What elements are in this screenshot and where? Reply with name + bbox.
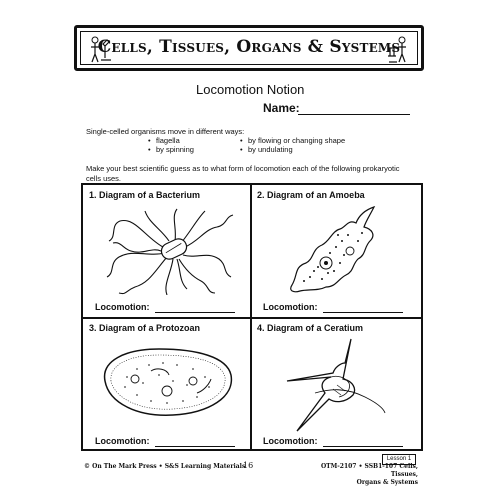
ceratium-title: 4. Diagram of a Ceratium [257,323,364,333]
protozoan-locomotion-label: Locomotion: [95,436,150,446]
footer-publisher: © On The Mark Press • S&S Learning Materials [84,463,246,470]
bacterium-illustration [105,207,235,295]
grid-divider-horizontal [83,317,421,319]
ceratium-locomotion-answer-line[interactable] [323,446,403,447]
page-number: 16 [243,461,254,470]
bacterium-title: 1. Diagram of a Bacterium [89,190,201,200]
name-entry-line[interactable] [298,114,410,115]
bullet-text: by flowing or changing shape [248,136,346,145]
amoeba-locomotion-label: Locomotion: [263,302,318,312]
bullet-text: by undulating [248,145,293,154]
bullet-dot: • [240,136,243,145]
lesson-badge: Lesson 1 [382,454,416,465]
footer-product-line-2: Organs & Systems [356,479,418,486]
bullet-item [148,136,194,145]
amoeba-title: 2. Diagram of an Amoeba [257,190,365,200]
bullet-list-left [148,136,194,154]
title-banner [74,25,424,71]
ceratium-locomotion-label: Locomotion: [263,436,318,446]
protozoan-locomotion-answer-line[interactable] [155,446,235,447]
bullet-text: by spinning [156,145,194,154]
footer-product-line-1: OTM-2107 • SSB1-107 Cells, Tissues, [320,463,418,478]
footer-product-code [316,463,418,487]
protozoan-illustration [97,341,237,421]
bullet-item [240,145,345,154]
scientist-lab-icon [385,34,411,64]
bullet-dot: • [148,145,151,154]
bullet-text: flagella [156,136,180,145]
banner-title: Cells, Tissues, Organs & Systems [97,37,401,57]
bullet-item [240,136,345,145]
bullet-item [148,145,194,154]
ceratium-illustration [279,337,389,433]
intro-text: Single-celled organisms move in different ways: [86,127,245,136]
name-label: Name: [263,101,300,115]
bullet-dot: • [148,136,151,145]
worksheet-heading: Locomotion Notion [196,82,305,97]
instructions-text: Make your best scientific guess as to what form of locomotion each of the following prokaryotic cells uses. [86,164,400,183]
diagram-grid [81,183,423,451]
bullet-list-right [240,136,345,154]
bacterium-locomotion-label: Locomotion: [95,302,150,312]
protozoan-title: 3. Diagram of a Protozoan [89,323,201,333]
amoeba-locomotion-answer-line[interactable] [323,312,403,313]
bacterium-locomotion-answer-line[interactable] [155,312,235,313]
amoeba-illustration [278,205,388,297]
bullet-dot: • [240,145,243,154]
